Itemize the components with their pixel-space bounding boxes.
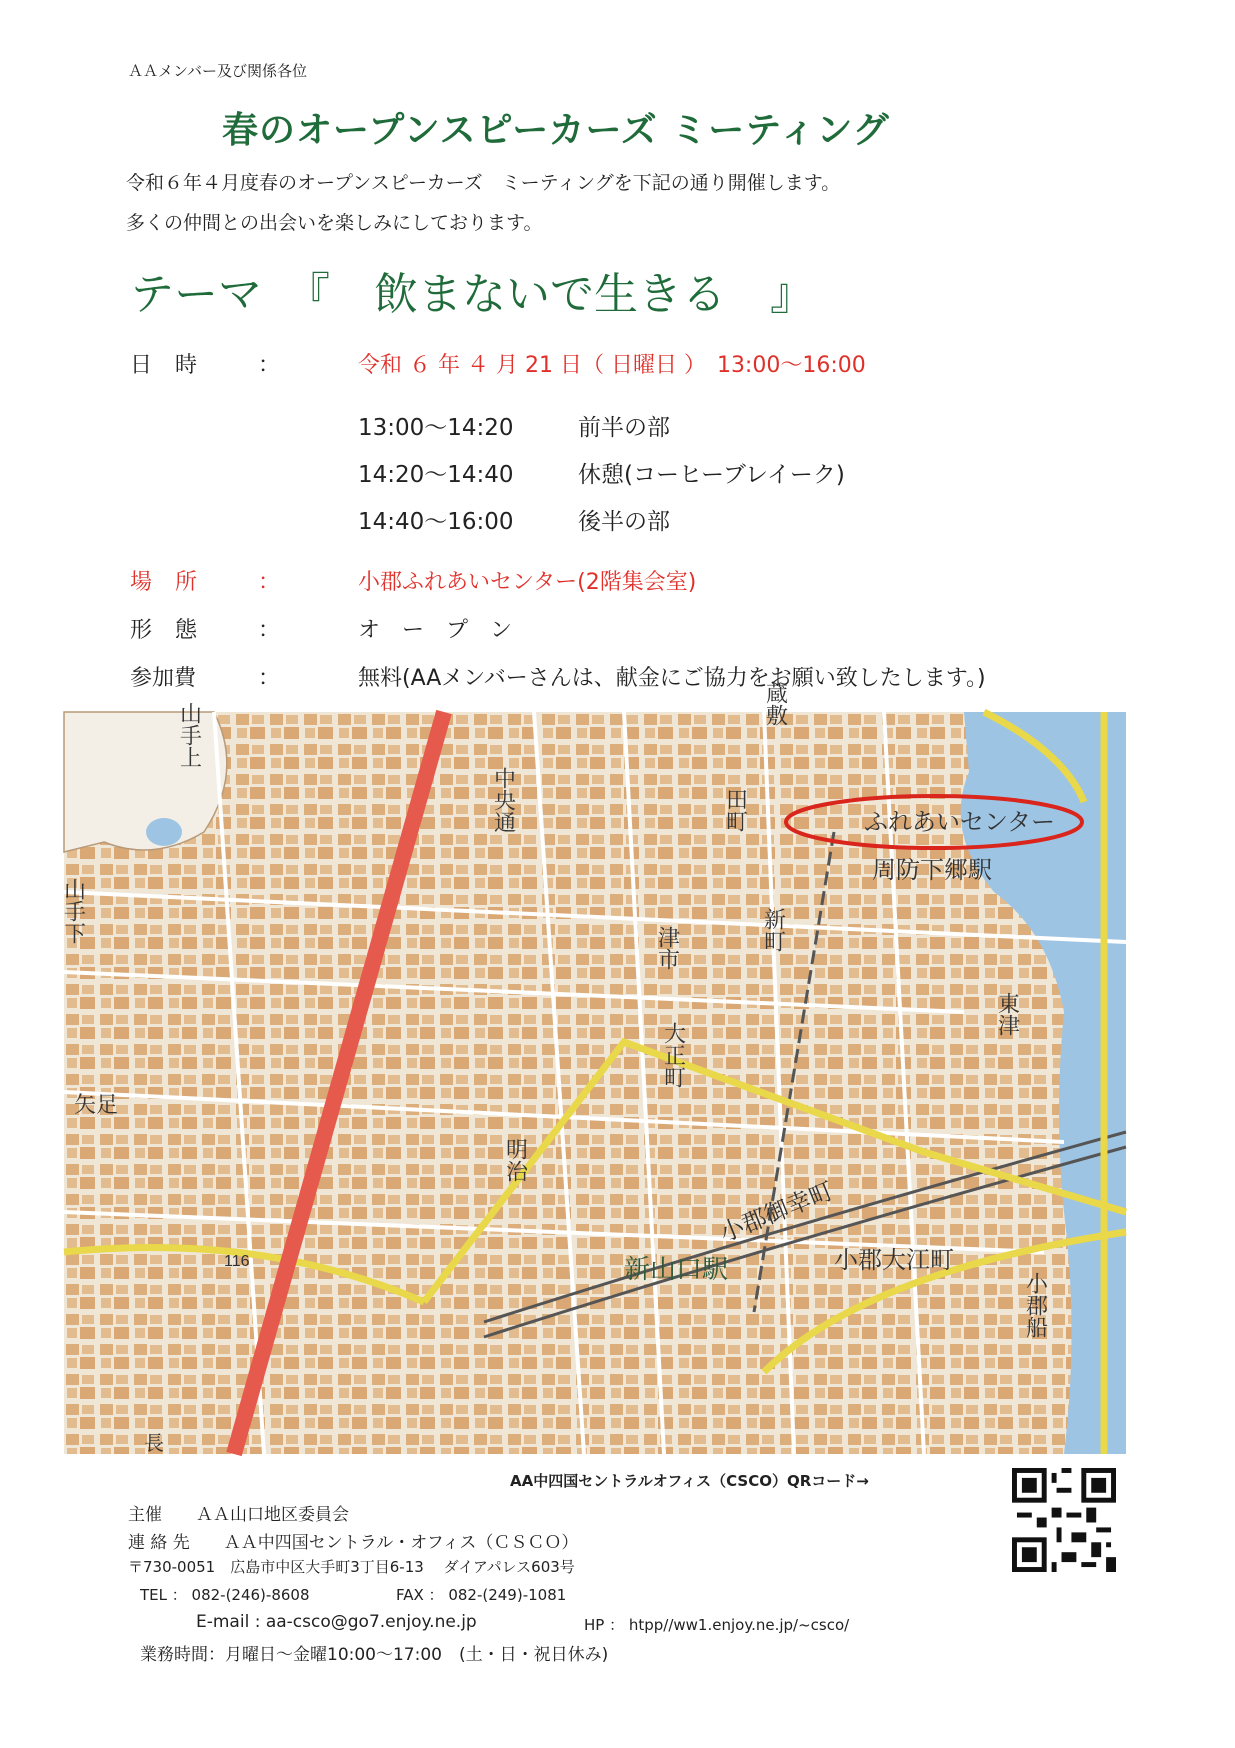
datetime-value: 令和 ６ 年 ４ 月 21 日（ 日曜日 ） 13:00～16:00 bbox=[358, 353, 866, 378]
map-label-shinyamaguchi: 新山口駅 bbox=[624, 1254, 729, 1284]
venue-colon: ： bbox=[258, 570, 281, 595]
map-label-meiji: 明治 bbox=[503, 1138, 529, 1182]
schedule-name-2: 休憩(コーヒーブレイーク) bbox=[578, 462, 845, 488]
venue-value: 小郡ふれあいセンター(2階集会室) bbox=[358, 570, 697, 595]
schedule-time-1: 13:00～14:20 bbox=[358, 415, 514, 441]
map-label-fureai: ふれあいセンター bbox=[864, 809, 1056, 836]
map-label-tamachi: 田町 bbox=[723, 788, 749, 832]
theme-label: テーマ bbox=[130, 269, 262, 320]
schedule-name-1: 前半の部 bbox=[578, 415, 670, 441]
footer-email[interactable]: E-mail : aa-csco@go7.enjoy.ne.jp bbox=[196, 1612, 477, 1632]
footer-organizer: 主催 ＡＡ山口地区委員会 bbox=[128, 1505, 349, 1525]
map-label-naga: 長 bbox=[144, 1433, 164, 1455]
footer-fax: FAX ： 082-(249)-1081 bbox=[396, 1586, 567, 1604]
map-label-higashitsu: 東津 bbox=[995, 992, 1021, 1036]
footer-homepage[interactable]: HP ： htpp//ww1.enjoy.ne.jp/~csco/ bbox=[584, 1616, 850, 1634]
map-label-tsuichi: 津市 bbox=[655, 926, 681, 970]
theme-title: 『 飲まないで生きる 』 bbox=[286, 269, 814, 320]
footer-address: 〒730-0051 広島市中区大手町3丁目6-13 ダイアパレス603号 bbox=[128, 1558, 575, 1576]
map-drawing bbox=[61, 682, 1126, 1455]
fee-label: 参加費 bbox=[130, 666, 197, 691]
theme-heading bbox=[130, 258, 814, 322]
map-label-elevation: 116 bbox=[224, 1253, 250, 1270]
map-pond bbox=[146, 818, 182, 846]
map-label-yaashi: 矢足 bbox=[74, 1092, 119, 1117]
map-label-shinmachi: 新町 bbox=[761, 908, 787, 952]
venue-label: 場 所 bbox=[130, 570, 205, 595]
map-label-yamate-shimo: 山手下 bbox=[61, 878, 87, 944]
map-label-ogorioe: 小郡大江町 bbox=[834, 1247, 954, 1274]
map-label-ogorimiyuki: 小郡御幸町 bbox=[716, 1177, 838, 1248]
map-label-suou: 周防下郷駅 bbox=[872, 857, 992, 884]
schedule-time-2: 14:20～14:40 bbox=[358, 462, 514, 488]
map-label-ogorifune: 小郡船 bbox=[1023, 1272, 1049, 1338]
area-map bbox=[61, 682, 1126, 1455]
map-label-taishomachi: 大正町 bbox=[661, 1022, 687, 1088]
format-value: オ ー プ ン bbox=[358, 618, 513, 643]
footer-contact: 連 絡 先 ＡＡ中四国セントラル・オフィス（ＣＳＣＯ） bbox=[128, 1533, 579, 1553]
qr-caption: AA中四国セントラルオフィス（CSCO）QRコード→ bbox=[510, 1472, 869, 1490]
schedule-time-3: 14:40～16:00 bbox=[358, 509, 514, 535]
fee-colon: ： bbox=[258, 666, 281, 691]
addressee: ＡＡメンバー及び関係各位 bbox=[128, 62, 307, 80]
map-label-kurashiki: 蔵敷 bbox=[763, 682, 789, 726]
qr-code[interactable] bbox=[1012, 1468, 1116, 1572]
map-label-chuodori: 中央通 bbox=[491, 767, 517, 833]
map-label-yamate-kami: 山手上 bbox=[177, 702, 203, 768]
intro-line-1: 令和６年４月度春のオープンスピーカーズ ミーティングを下記の通り開催します。 bbox=[126, 172, 841, 194]
footer-hours: 業務時間：月曜日～金曜10:00～17:00 (土・日・祝日休み) bbox=[140, 1645, 609, 1665]
fee-value: 無料(AAメンバーさんは、献金にご協力をお願い致したします。) bbox=[358, 666, 986, 691]
datetime-label: 日 時 bbox=[130, 353, 205, 378]
page-title: 春のオープンスピーカーズ ミーティング bbox=[222, 109, 890, 151]
schedule-name-3: 後半の部 bbox=[578, 509, 670, 535]
format-label: 形 態 bbox=[130, 618, 205, 643]
format-colon: ： bbox=[258, 618, 281, 643]
footer-tel: TEL ： 082-(246)-8608 bbox=[140, 1586, 310, 1604]
datetime-colon: ： bbox=[258, 353, 281, 378]
intro-line-2: 多くの仲間との出会いを楽しみにしております。 bbox=[126, 212, 543, 234]
